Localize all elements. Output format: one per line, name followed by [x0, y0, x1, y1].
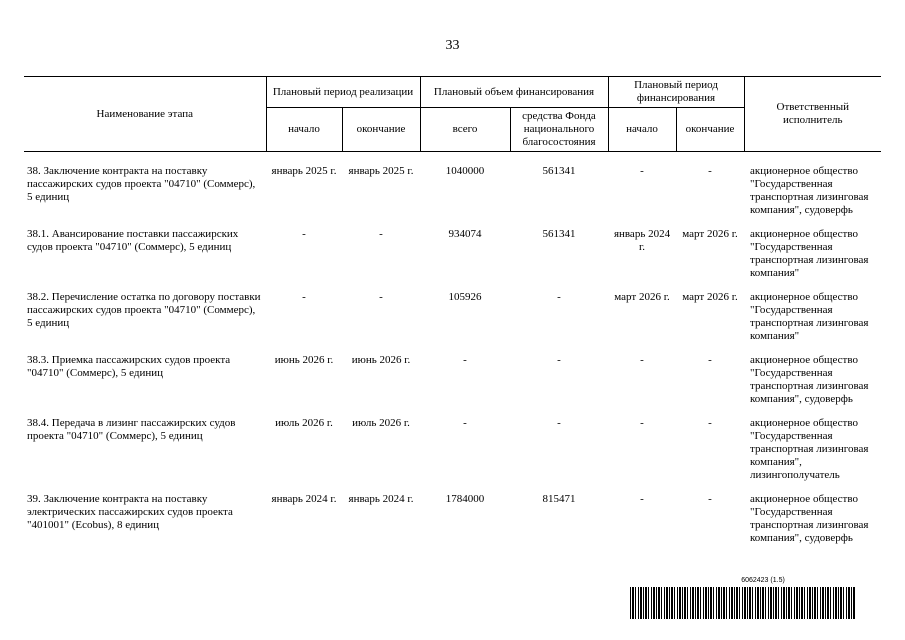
- impl-end: -: [379, 291, 383, 303]
- funding-start: -: [640, 354, 644, 366]
- funding-end: март 2026 г.: [682, 228, 738, 240]
- impl-end: январь 2025 г.: [348, 165, 414, 177]
- header-funding-end: окончание: [676, 108, 744, 152]
- barcode-image: [630, 587, 856, 619]
- stage-name: 38.2. Перечисление остатка по договору поставки пассажирских судов проекта "04710" (Соммерс), 5 единиц: [27, 291, 261, 329]
- responsible: акционерное общество "Государственная транспортная лизинговая компания", судоверфь: [750, 493, 869, 544]
- header-impl-start: начало: [266, 108, 342, 152]
- stage-name: 38.4. Передача в лизинг пассажирских судов проекта "04710" (Соммерс), 5 единиц: [27, 417, 236, 442]
- funding-fund: 561341: [542, 228, 576, 240]
- funding-fund: -: [557, 291, 561, 303]
- header-stage-name: Наименование этапа: [24, 77, 266, 152]
- funding-fund: -: [557, 417, 561, 429]
- funding-start: январь 2024 г.: [613, 228, 671, 253]
- header-funding-period: Плановый период финансирования: [608, 77, 744, 108]
- funding-end: -: [708, 417, 712, 429]
- table-row: [24, 152, 881, 229]
- responsible: акционерное общество "Государственная транспортная лизинговая компания", судоверфь: [750, 165, 869, 216]
- impl-start: июнь 2026 г.: [274, 354, 334, 366]
- funding-end: март 2026 г.: [682, 291, 738, 303]
- table-row: [24, 291, 881, 354]
- funding-total: 934074: [448, 228, 482, 240]
- table-row: [24, 417, 881, 493]
- funding-fund: 815471: [542, 493, 576, 505]
- barcode-block: [630, 577, 856, 619]
- impl-start: -: [302, 228, 306, 240]
- impl-end: июнь 2026 г.: [351, 354, 411, 366]
- responsible: акционерное общество "Государственная транспортная лизинговая компания": [750, 228, 869, 279]
- barcode-label: 6062423 (1.5): [741, 577, 785, 584]
- impl-start: январь 2024 г.: [271, 493, 337, 505]
- table-header: [24, 77, 881, 152]
- funding-start: -: [640, 417, 644, 429]
- stage-name: 38.3. Приемка пассажирских судов проекта "04710" (Соммерс), 5 единиц: [27, 354, 231, 379]
- impl-start: июль 2026 г.: [275, 417, 333, 429]
- responsible: акционерное общество "Государственная транспортная лизинговая компания": [750, 291, 869, 342]
- header-impl-period: Плановый период реализации: [266, 77, 420, 108]
- stage-name: 39. Заключение контракта на поставку электрических пассажирских судов проекта "401001" (Ecobus), 8 единиц: [27, 493, 233, 531]
- funding-total: 1040000: [445, 165, 485, 177]
- page-number: 33: [445, 38, 460, 53]
- header-responsible: Ответственный исполнитель: [744, 77, 881, 152]
- table-row: [24, 228, 881, 291]
- funding-start: март 2026 г.: [614, 291, 670, 303]
- impl-end: июль 2026 г.: [352, 417, 410, 429]
- table-row: [24, 493, 881, 556]
- funding-start: -: [640, 165, 644, 177]
- funding-fund: 561341: [542, 165, 576, 177]
- plan-table: [24, 76, 881, 556]
- impl-start: январь 2025 г.: [271, 165, 337, 177]
- impl-end: январь 2024 г.: [348, 493, 414, 505]
- funding-end: -: [708, 165, 712, 177]
- funding-total: 1784000: [445, 493, 485, 505]
- responsible: акционерное общество "Государственная транспортная лизинговая компания", судоверфь: [750, 354, 869, 405]
- stage-name: 38. Заключение контракта на поставку пассажирских судов проекта "04710" (Соммерс), 5 единиц: [27, 165, 256, 203]
- header-funding-start: начало: [608, 108, 676, 152]
- responsible: акционерное общество "Государственная транспортная лизинговая компания", лизингополучатель: [750, 417, 869, 481]
- header-impl-end: окончание: [342, 108, 420, 152]
- header-funding-total: всего: [420, 108, 510, 152]
- impl-start: -: [302, 291, 306, 303]
- header-funding-volume: Плановый объем финансирования: [420, 77, 608, 108]
- funding-total: -: [463, 354, 467, 366]
- impl-end: -: [379, 228, 383, 240]
- stage-name: 38.1. Авансирование поставки пассажирских судов проекта "04710" (Соммерс), 5 единиц: [27, 228, 239, 253]
- funding-fund: -: [557, 354, 561, 366]
- funding-end: -: [708, 493, 712, 505]
- funding-total: 105926: [448, 291, 482, 303]
- table-row: [24, 354, 881, 417]
- funding-end: -: [708, 354, 712, 366]
- header-funding-fund: средства Фонда национального благосостояния: [510, 108, 608, 152]
- funding-start: -: [640, 493, 644, 505]
- funding-total: -: [463, 417, 467, 429]
